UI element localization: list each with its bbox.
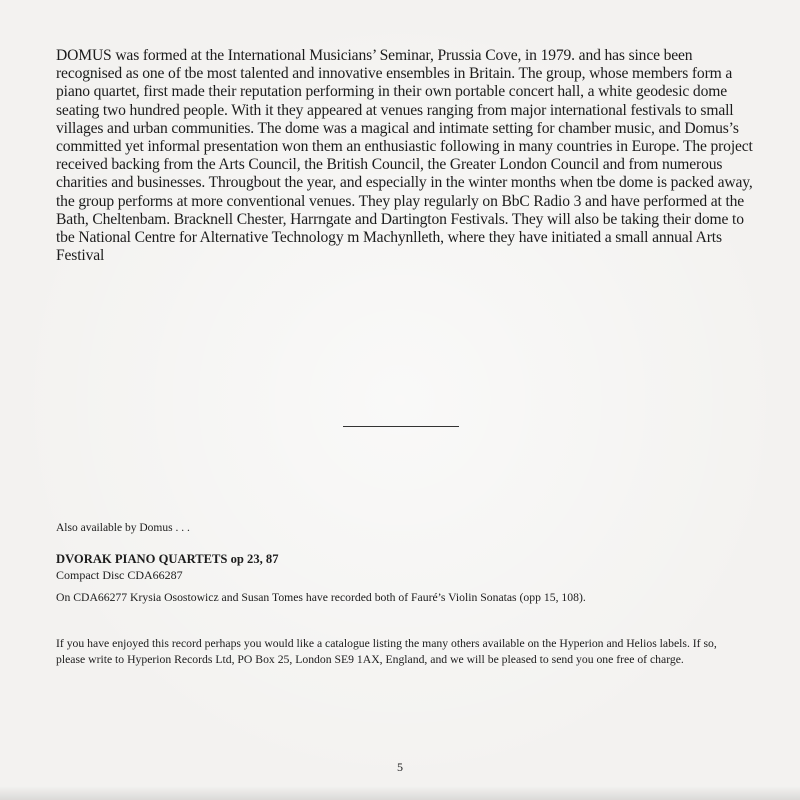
related-recording-note: On CDA66277 Krysia Osostowicz and Susan Tomes have recorded both of Fauré’s Violin Sonatas (opp 15, 108). bbox=[56, 591, 586, 604]
domus-biography-paragraph: DOMUS was formed at the International Musicians’ Seminar, Prussia Cove, in 1979. and has since been recognised as one of tbe most talented and innovative ensembles in Britain. The group, whose members form a piano quartet, first made their reputation performing in their own portable concert hall, a white geodesic dome seating two hundred people. With it they appeared at venues ranging from major international festivals to small villages and urban communities. The dome was a magical and intimate setting for chamber music, and Domus’s committed yet informal presentation won them an enthusiastic following in many countries in Europe. The project received backing from the Arts Council, the British Council, the Greater London Council and from numerous charities and businesses. Througbout the year, and especially in the winter months when tbe dome is packed away, the group performs at more conventional venues. They play regularly on BbC Radio 3 and have performed at the Bath, Cheltenbam. Bracknell Chester, Harrngate and Dartington Festivals. They will also be taking their dome to tbe National Centre for Alternative Technology m Machynlleth, where they have initiated a small annual Arts Festival bbox=[56, 47, 753, 265]
page-number: 5 bbox=[397, 760, 403, 774]
page-edge-shadow bbox=[0, 786, 800, 800]
catalogue-offer-text: If you have enjoyed this record perhaps you would like a catalogue listing the many others available on the Hyperion and Helios labels. If so, please write to Hyperion Records Ltd, PO Box 25, London SE9 1AX, England, and we will be pleased to send you one free of charge. bbox=[56, 637, 717, 666]
recording-title: DVORAK PIANO QUARTETS op 23, 87 bbox=[56, 552, 279, 566]
recording-catalogue-number: Compact Disc CDA66287 bbox=[56, 568, 183, 582]
also-available-heading: Also available by Domus . . . bbox=[56, 522, 190, 534]
section-divider bbox=[343, 426, 459, 427]
